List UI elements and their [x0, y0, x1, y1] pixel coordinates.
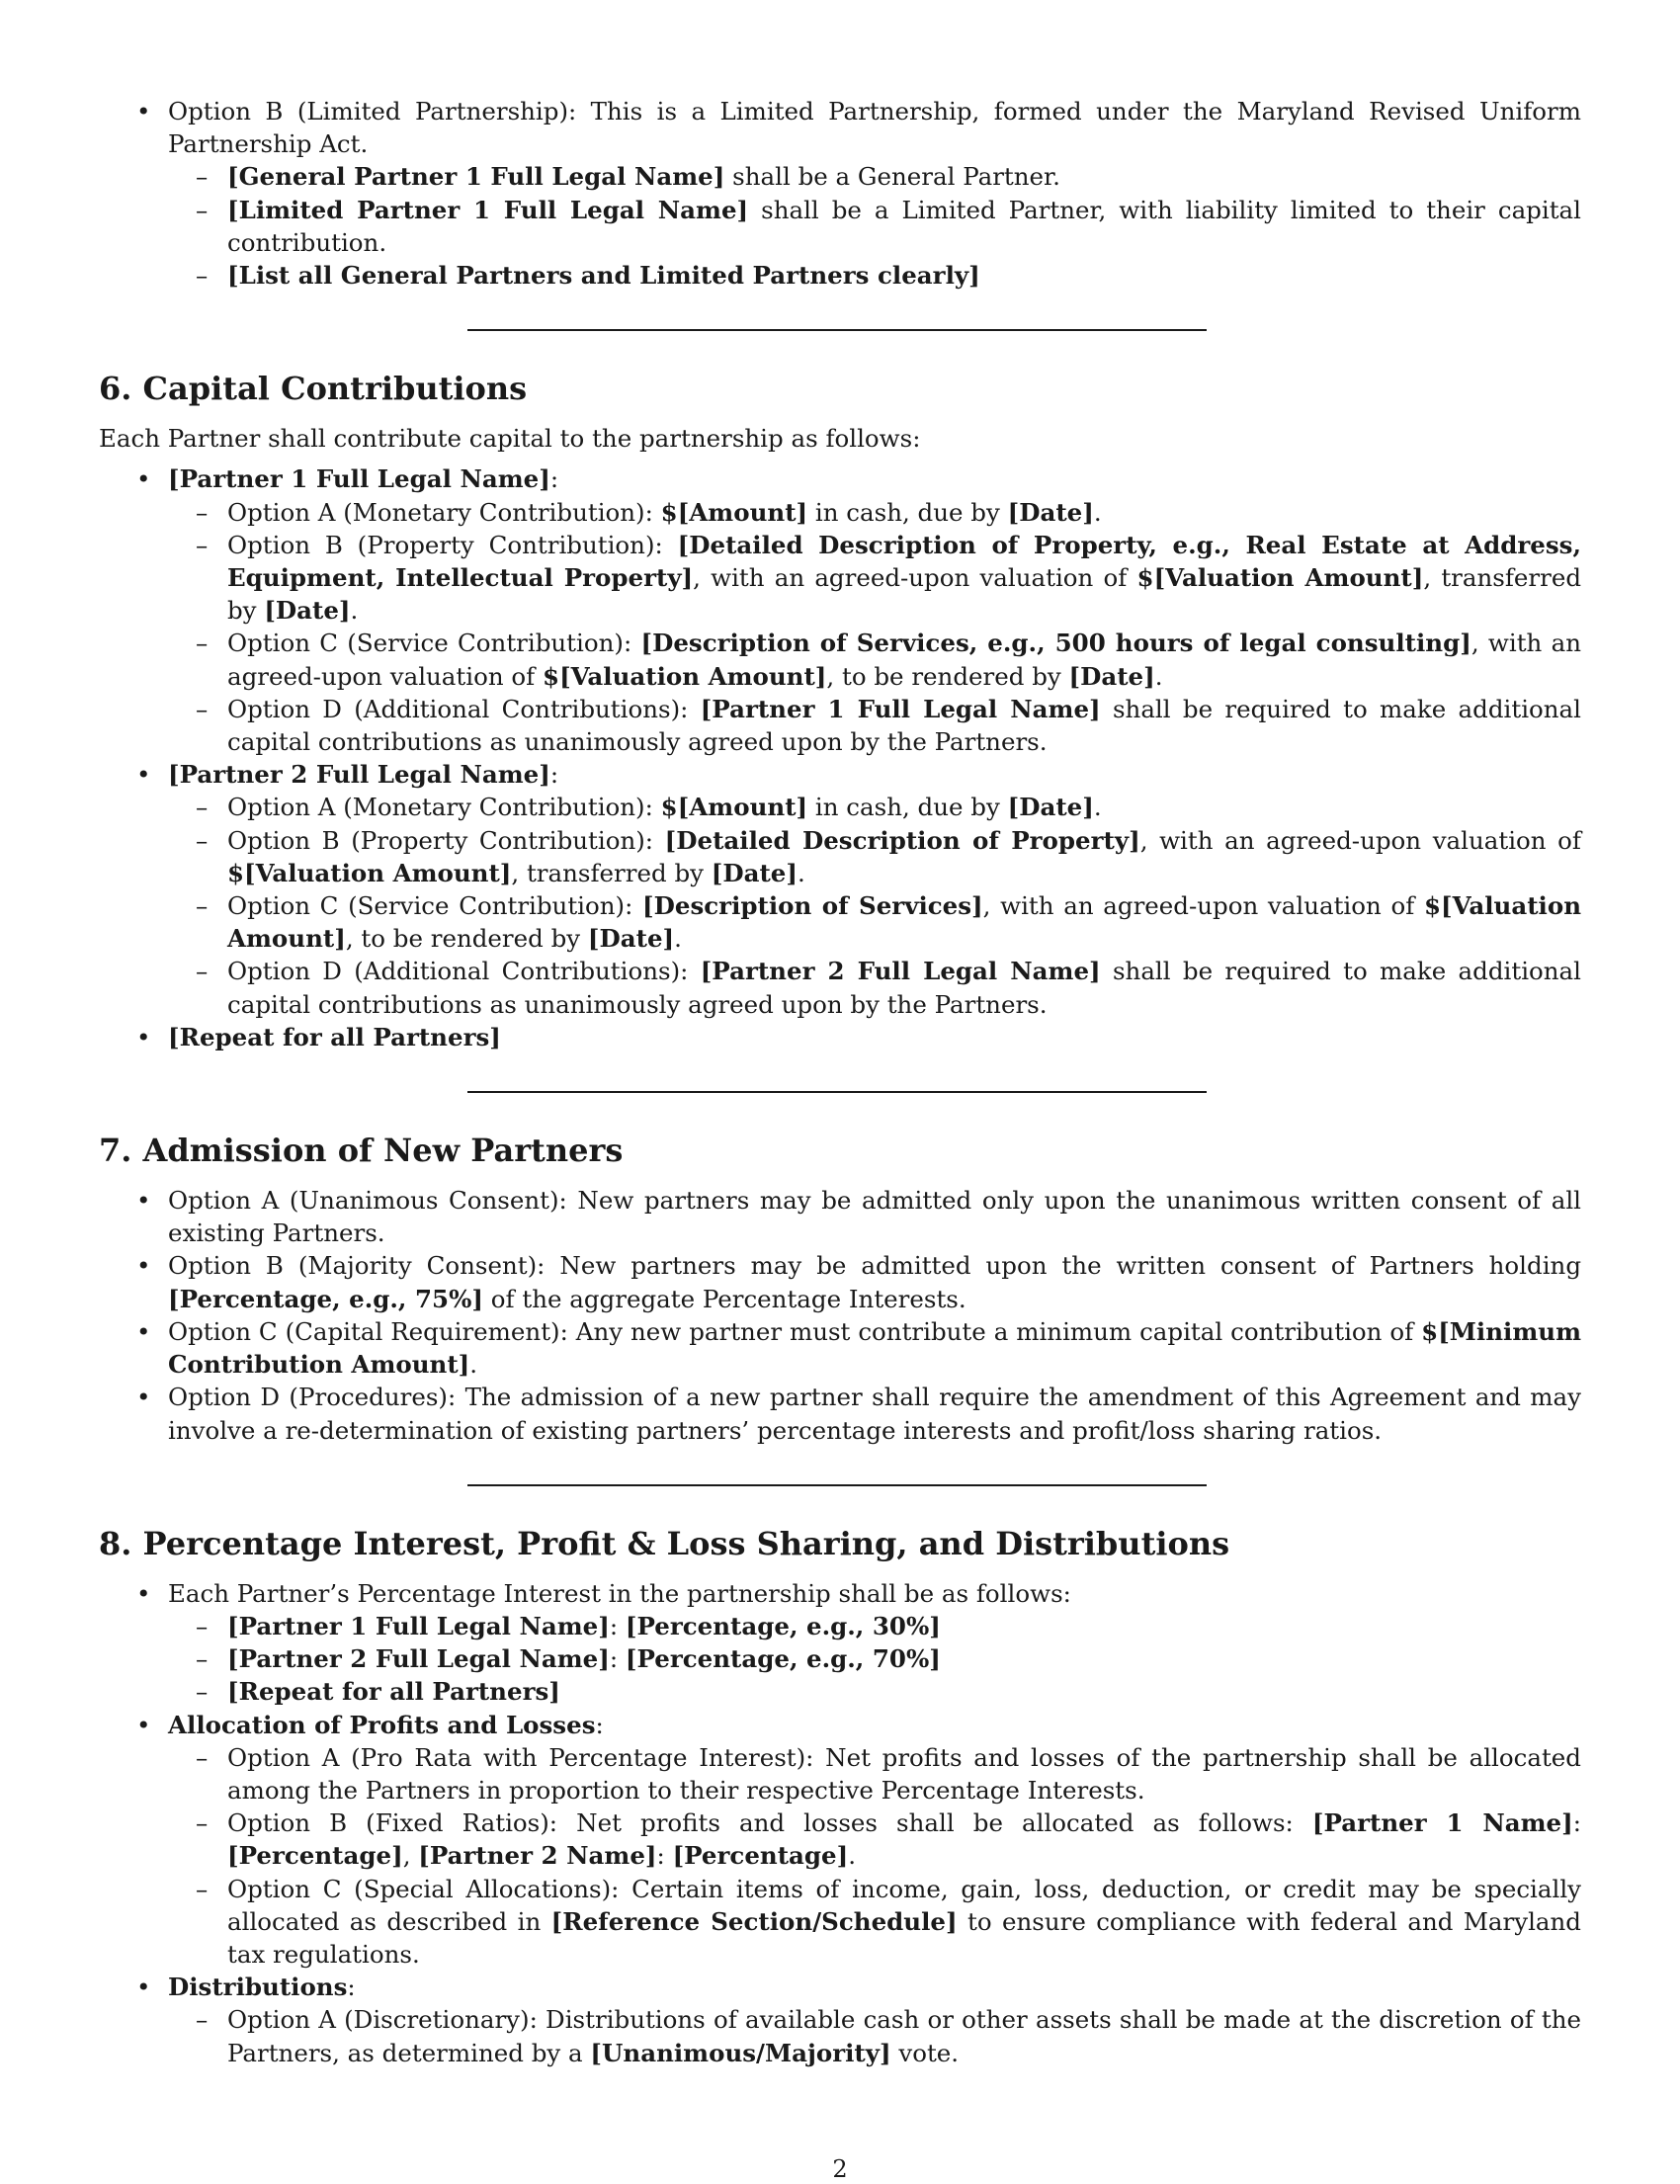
capital-contributions-list	[99, 462, 1581, 1053]
section-heading: 7. Admission of New Partners	[99, 1132, 624, 1170]
list-item: – Option B (Property Contribution): [Detailed Description of Property], with an agreed-upon valuation of $[Valuation Amount], transferred by [Date].	[99, 824, 1581, 889]
list-item: • Option A (Unanimous Consent): New partners may be admitted only upon the unanimous written consent of all existing Partners.	[99, 1184, 1581, 1249]
section-divider	[467, 1091, 1207, 1093]
list-item: – Option A (Discretionary): Distributions of available cash or other assets shall be made at the discretion of the Partners, as determined by a [Unanimous/Majority] vote.	[99, 2003, 1581, 2068]
list-item: – [Partner 1 Full Legal Name]: [Percentage, e.g., 30%]	[99, 1610, 1581, 1642]
list-item: • [Partner 2 Full Legal Name]: – Option A (Monetary Contribution): $[Amount] in cash, due by [Date]. – Option B (Property Contribution): [Detailed Description of Property], with an agreed-upon valuation of $[Valuation Amount], transferred by [Date]. – Option C (Service Contribution): [Description of Services], with an agreed-upon valuation of $[Valuation Amount], to be rendered by [Date]. – Option D (Additional Contributions): [Partner 2 Full Legal Name] shall be required to make additional capital contributions as unanimously agreed upon by the Partners.	[99, 758, 1581, 1021]
list-item: – Option A (Monetary Contribution): $[Amount] in cash, due by [Date].	[99, 496, 1581, 529]
list-item: • [Partner 1 Full Legal Name]: – Option A (Monetary Contribution): $[Amount] in cash, due by [Date]. – Option B (Property Contribution): [Detailed Description of Property, e.g., Real Estate at Address, Equipment, Intellectual Property], with an agreed-upon valuation of $[Valuation Amount], transferred by [Date]. – Option C (Service Contribution): [Description of Services, e.g., 500 hours of legal consulting], with an agreed-upon valuation of $[Valuation Amount], to be rendered by [Date]. – Option D (Additional Contributions): [Partner 1 Full Legal Name] shall be required to make additional capital contributions as unanimously agreed upon by the Partners.	[99, 462, 1581, 758]
section-heading: 8. Percentage Interest, Profit & Loss Sharing, and Distributions	[99, 1524, 1230, 1562]
list-item: – [List all General Partners and Limited Partners clearly]	[99, 259, 1581, 292]
list-item: – Option D (Additional Contributions): [Partner 1 Full Legal Name] shall be required to make additional capital contributions as unanimously agreed upon by the Partners.	[99, 693, 1581, 758]
list-item: • Distributions: – Option A (Discretionary): Distributions of available cash or other assets shall be made at the discretion of the Partners, as determined by a [Unanimous/Majority] vote.	[99, 1971, 1581, 2069]
admission-list	[99, 1184, 1581, 1447]
section-heading: 6. Capital Contributions	[99, 370, 528, 408]
list-item: – Option C (Service Contribution): [Description of Services], with an agreed-upon valuation of $[Valuation Amount], to be rendered by [Date].	[99, 889, 1581, 955]
list-item: – [Limited Partner 1 Full Legal Name] shall be a Limited Partner, with liability limited to their capital contribution.	[99, 194, 1581, 259]
partnership-type-list	[99, 95, 1581, 292]
list-item: – [Repeat for all Partners]	[99, 1675, 1581, 1708]
list-item: • Allocation of Profits and Losses: – Option A (Pro Rata with Percentage Interest): Net profits and losses of the partnership shall be allocated among the Partners in proportion to their respective Percentage Interests. – Option B (Fixed Ratios): Net profits and losses shall be allocated as follows: [Partner 1 Name]: [Percentage], [Partner 2 Name]: [Percentage]. – Option C (Special Allocations): Certain items of income, gain, loss, deduction, or credit may be specially allocated as described in [Reference Section/Schedule] to ensure compliance with federal and Maryland tax regulations.	[99, 1709, 1581, 1972]
interest-list	[99, 1577, 1581, 2069]
list-item: – [General Partner 1 Full Legal Name] shall be a General Partner.	[99, 160, 1581, 193]
page-number: 2	[832, 2155, 848, 2183]
list-item: – Option C (Special Allocations): Certain items of income, gain, loss, deduction, or credit may be specially allocated as described in [Reference Section/Schedule] to ensure compliance with federal and Maryland tax regulations.	[99, 1873, 1581, 1972]
list-item: • Each Partner’s Percentage Interest in the partnership shall be as follows: – [Partner 1 Full Legal Name]: [Percentage, e.g., 30%] – [Partner 2 Full Legal Name]: [Percentage, e.g., 70%] – [Repeat for all Partners]	[99, 1577, 1581, 1709]
document-page	[99, 95, 1581, 2069]
list-item: – Option B (Fixed Ratios): Net profits and losses shall be allocated as follows: [Partner 1 Name]: [Percentage], [Partner 2 Name]: [Percentage].	[99, 1806, 1581, 1872]
list-item: • Option B (Majority Consent): New partners may be admitted upon the written consent of Partners holding [Percentage, e.g., 75%] of the aggregate Percentage Interests.	[99, 1249, 1581, 1314]
list-item: – Option A (Monetary Contribution): $[Amount] in cash, due by [Date].	[99, 791, 1581, 823]
list-item: • Option D (Procedures): The admission of a new partner shall require the amendment of this Agreement and may involve a re-determination of existing partners’ percentage interests and profit/loss sharing ratios.	[99, 1381, 1581, 1446]
list-item: • Option C (Capital Requirement): Any new partner must contribute a minimum capital contribution of $[Minimum Contribution Amount].	[99, 1315, 1581, 1381]
list-item: – Option C (Service Contribution): [Description of Services, e.g., 500 hours of legal consulting], with an agreed-upon valuation of $[Valuation Amount], to be rendered by [Date].	[99, 627, 1581, 692]
list-item: – [Partner 2 Full Legal Name]: [Percentage, e.g., 70%]	[99, 1642, 1581, 1675]
list-item: • [Repeat for all Partners]	[99, 1021, 1581, 1053]
list-item: – Option D (Additional Contributions): [Partner 2 Full Legal Name] shall be required to make additional capital contributions as unanimously agreed upon by the Partners.	[99, 955, 1581, 1020]
list-item: • Option B (Limited Partnership): This is a Limited Partnership, formed under the Maryland Revised Uniform Partnership Act. – [General Partner 1 Full Legal Name] shall be a General Partner. – [Limited Partner 1 Full Legal Name] shall be a Limited Partner, with liability limited to their capital contribution. – [List all General Partners and Limited Partners clearly]	[99, 95, 1581, 292]
section-divider	[467, 329, 1207, 331]
list-item: – Option B (Property Contribution): [Detailed Description of Property, e.g., Real Estate at Address, Equipment, Intellectual Property], with an agreed-upon valuation of $[Valuation Amount], transferred by [Date].	[99, 529, 1581, 628]
section-intro: Each Partner shall contribute capital to the partnership as follows:	[99, 424, 921, 454]
section-divider	[467, 1484, 1207, 1486]
list-item: – Option A (Pro Rata with Percentage Interest): Net profits and losses of the partnership shall be allocated among the Partners in proportion to their respective Percentage Interests.	[99, 1741, 1581, 1806]
